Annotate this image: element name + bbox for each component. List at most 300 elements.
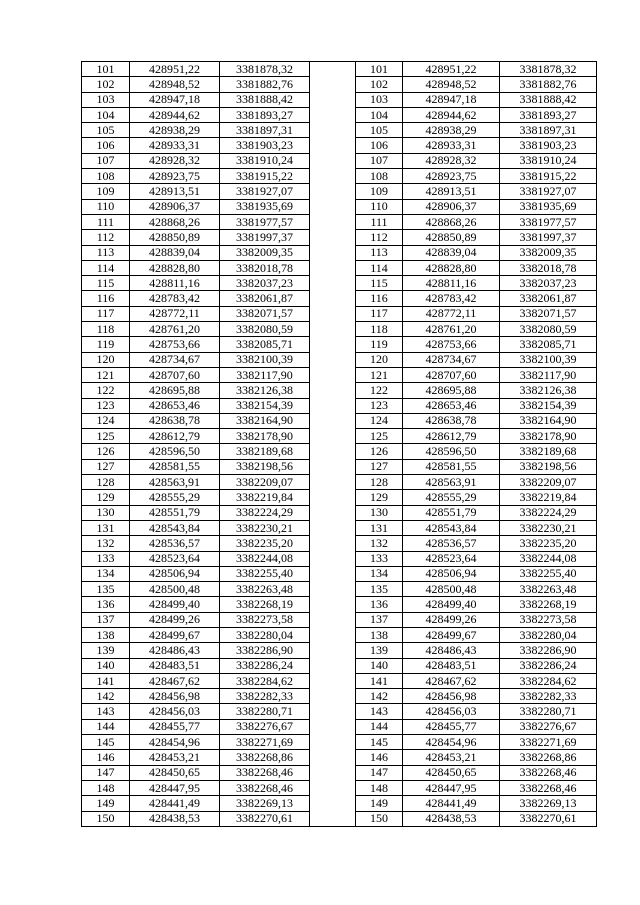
- table-row: [82, 597, 597, 612]
- table-row: [82, 184, 597, 199]
- right-point-number-cell: 132: [356, 536, 403, 551]
- left-y-coordinate-cell: 3382219,84: [220, 490, 310, 505]
- gap-cell: [310, 566, 356, 581]
- left-point-number-cell: 107: [82, 153, 130, 168]
- left-point-number-cell: 148: [82, 780, 130, 795]
- left-point-number-cell: 138: [82, 627, 130, 642]
- left-point-number-cell: 122: [82, 383, 130, 398]
- right-x-coordinate-cell: 428933,31: [403, 138, 500, 153]
- right-x-coordinate-cell: 428951,22: [403, 62, 500, 77]
- table-row: [82, 719, 597, 734]
- left-point-number-cell: 126: [82, 444, 130, 459]
- left-x-coordinate-cell: 428923,75: [130, 169, 220, 184]
- gap-cell: [310, 765, 356, 780]
- left-x-coordinate-cell: 428839,04: [130, 245, 220, 260]
- right-point-number-cell: 106: [356, 138, 403, 153]
- gap-cell: [310, 62, 356, 77]
- right-point-number-cell: 111: [356, 214, 403, 229]
- right-point-number-cell: 141: [356, 673, 403, 688]
- table-row: [82, 643, 597, 658]
- right-point-number-cell: 119: [356, 337, 403, 352]
- left-y-coordinate-cell: 3382268,86: [220, 750, 310, 765]
- left-point-number-cell: 133: [82, 551, 130, 566]
- right-y-coordinate-cell: 3381910,24: [500, 153, 597, 168]
- right-point-number-cell: 139: [356, 643, 403, 658]
- right-x-coordinate-cell: 428486,43: [403, 643, 500, 658]
- right-y-coordinate-cell: 3382286,90: [500, 643, 597, 658]
- table-row: [82, 107, 597, 122]
- left-x-coordinate-cell: 428543,84: [130, 520, 220, 535]
- gap-cell: [310, 735, 356, 750]
- gap-cell: [310, 383, 356, 398]
- left-point-number-cell: 135: [82, 582, 130, 597]
- left-y-coordinate-cell: 3381910,24: [220, 153, 310, 168]
- right-y-coordinate-cell: 3382244,08: [500, 551, 597, 566]
- table-row: [82, 92, 597, 107]
- left-y-coordinate-cell: 3382268,46: [220, 765, 310, 780]
- left-point-number-cell: 137: [82, 612, 130, 627]
- left-x-coordinate-cell: 428506,94: [130, 566, 220, 581]
- right-x-coordinate-cell: 428454,96: [403, 735, 500, 750]
- left-x-coordinate-cell: 428638,78: [130, 413, 220, 428]
- right-y-coordinate-cell: 3382061,87: [500, 291, 597, 306]
- right-x-coordinate-cell: 428839,04: [403, 245, 500, 260]
- table-row: [82, 153, 597, 168]
- gap-cell: [310, 643, 356, 658]
- left-y-coordinate-cell: 3382273,58: [220, 612, 310, 627]
- left-y-coordinate-cell: 3382100,39: [220, 352, 310, 367]
- right-y-coordinate-cell: 3382268,19: [500, 597, 597, 612]
- gap-cell: [310, 230, 356, 245]
- right-y-coordinate-cell: 3382071,57: [500, 306, 597, 321]
- table-row: [82, 689, 597, 704]
- left-x-coordinate-cell: 428850,89: [130, 230, 220, 245]
- gap-cell: [310, 505, 356, 520]
- left-y-coordinate-cell: 3382061,87: [220, 291, 310, 306]
- gap-cell: [310, 306, 356, 321]
- gap-cell: [310, 689, 356, 704]
- table-row: [82, 796, 597, 811]
- left-point-number-cell: 139: [82, 643, 130, 658]
- left-y-coordinate-cell: 3381927,07: [220, 184, 310, 199]
- left-x-coordinate-cell: 428906,37: [130, 199, 220, 214]
- gap-cell: [310, 184, 356, 199]
- table-row: [82, 230, 597, 245]
- right-y-coordinate-cell: 3382255,40: [500, 566, 597, 581]
- right-x-coordinate-cell: 428868,26: [403, 214, 500, 229]
- right-x-coordinate-cell: 428948,52: [403, 77, 500, 92]
- right-point-number-cell: 102: [356, 77, 403, 92]
- left-point-number-cell: 103: [82, 92, 130, 107]
- right-point-number-cell: 146: [356, 750, 403, 765]
- right-point-number-cell: 148: [356, 780, 403, 795]
- right-x-coordinate-cell: 428499,67: [403, 627, 500, 642]
- right-point-number-cell: 104: [356, 107, 403, 122]
- right-y-coordinate-cell: 3382198,56: [500, 459, 597, 474]
- left-y-coordinate-cell: 3382244,08: [220, 551, 310, 566]
- left-x-coordinate-cell: 428653,46: [130, 398, 220, 413]
- left-x-coordinate-cell: 428453,21: [130, 750, 220, 765]
- left-y-coordinate-cell: 3382268,19: [220, 597, 310, 612]
- right-point-number-cell: 115: [356, 276, 403, 291]
- left-point-number-cell: 117: [82, 306, 130, 321]
- left-point-number-cell: 142: [82, 689, 130, 704]
- gap-cell: [310, 123, 356, 138]
- table-row: [82, 673, 597, 688]
- left-point-number-cell: 132: [82, 536, 130, 551]
- left-point-number-cell: 134: [82, 566, 130, 581]
- left-y-coordinate-cell: 3382189,68: [220, 444, 310, 459]
- right-x-coordinate-cell: 428581,55: [403, 459, 500, 474]
- left-y-coordinate-cell: 3382080,59: [220, 322, 310, 337]
- left-x-coordinate-cell: 428438,53: [130, 811, 220, 826]
- coordinates-table: [81, 61, 597, 827]
- gap-cell: [310, 322, 356, 337]
- right-x-coordinate-cell: 428455,77: [403, 719, 500, 734]
- table-row: [82, 245, 597, 260]
- left-point-number-cell: 129: [82, 490, 130, 505]
- right-x-coordinate-cell: 428638,78: [403, 413, 500, 428]
- left-x-coordinate-cell: 428500,48: [130, 582, 220, 597]
- gap-cell: [310, 658, 356, 673]
- left-x-coordinate-cell: 428612,79: [130, 429, 220, 444]
- left-point-number-cell: 120: [82, 352, 130, 367]
- left-x-coordinate-cell: 428707,60: [130, 367, 220, 382]
- gap-cell: [310, 612, 356, 627]
- right-y-coordinate-cell: 3381935,69: [500, 199, 597, 214]
- gap-cell: [310, 77, 356, 92]
- gap-cell: [310, 459, 356, 474]
- table-row: [82, 627, 597, 642]
- left-x-coordinate-cell: 428947,18: [130, 92, 220, 107]
- left-y-coordinate-cell: 3382071,57: [220, 306, 310, 321]
- coordinates-table-body: [82, 62, 597, 827]
- right-x-coordinate-cell: 428536,57: [403, 536, 500, 551]
- left-point-number-cell: 144: [82, 719, 130, 734]
- left-x-coordinate-cell: 428499,67: [130, 627, 220, 642]
- gap-cell: [310, 92, 356, 107]
- left-x-coordinate-cell: 428499,26: [130, 612, 220, 627]
- table-row: [82, 260, 597, 275]
- right-x-coordinate-cell: 428563,91: [403, 475, 500, 490]
- table-row: [82, 765, 597, 780]
- right-x-coordinate-cell: 428456,03: [403, 704, 500, 719]
- left-y-coordinate-cell: 3382280,04: [220, 627, 310, 642]
- left-point-number-cell: 127: [82, 459, 130, 474]
- right-x-coordinate-cell: 428947,18: [403, 92, 500, 107]
- left-x-coordinate-cell: 428868,26: [130, 214, 220, 229]
- right-x-coordinate-cell: 428543,84: [403, 520, 500, 535]
- table-row: [82, 322, 597, 337]
- gap-cell: [310, 276, 356, 291]
- left-y-coordinate-cell: 3382271,69: [220, 735, 310, 750]
- right-x-coordinate-cell: 428695,88: [403, 383, 500, 398]
- gap-cell: [310, 429, 356, 444]
- right-y-coordinate-cell: 3382286,24: [500, 658, 597, 673]
- right-point-number-cell: 118: [356, 322, 403, 337]
- right-x-coordinate-cell: 428453,21: [403, 750, 500, 765]
- right-point-number-cell: 147: [356, 765, 403, 780]
- right-x-coordinate-cell: 428456,98: [403, 689, 500, 704]
- right-y-coordinate-cell: 3382273,58: [500, 612, 597, 627]
- gap-cell: [310, 367, 356, 382]
- left-x-coordinate-cell: 428948,52: [130, 77, 220, 92]
- right-point-number-cell: 103: [356, 92, 403, 107]
- left-x-coordinate-cell: 428450,65: [130, 765, 220, 780]
- right-y-coordinate-cell: 3382100,39: [500, 352, 597, 367]
- gap-cell: [310, 780, 356, 795]
- left-point-number-cell: 150: [82, 811, 130, 826]
- right-point-number-cell: 145: [356, 735, 403, 750]
- left-y-coordinate-cell: 3382263,48: [220, 582, 310, 597]
- gap-cell: [310, 107, 356, 122]
- right-y-coordinate-cell: 3382268,46: [500, 780, 597, 795]
- table-row: [82, 704, 597, 719]
- left-x-coordinate-cell: 428499,40: [130, 597, 220, 612]
- left-y-coordinate-cell: 3382164,90: [220, 413, 310, 428]
- left-x-coordinate-cell: 428523,64: [130, 551, 220, 566]
- table-row: [82, 169, 597, 184]
- left-point-number-cell: 143: [82, 704, 130, 719]
- right-x-coordinate-cell: 428450,65: [403, 765, 500, 780]
- right-y-coordinate-cell: 3382009,35: [500, 245, 597, 260]
- gap-cell: [310, 811, 356, 826]
- right-y-coordinate-cell: 3382268,86: [500, 750, 597, 765]
- right-y-coordinate-cell: 3382280,71: [500, 704, 597, 719]
- left-x-coordinate-cell: 428441,49: [130, 796, 220, 811]
- left-y-coordinate-cell: 3382284,62: [220, 673, 310, 688]
- table-row: [82, 505, 597, 520]
- left-x-coordinate-cell: 428581,55: [130, 459, 220, 474]
- right-x-coordinate-cell: 428500,48: [403, 582, 500, 597]
- gap-cell: [310, 291, 356, 306]
- left-x-coordinate-cell: 428536,57: [130, 536, 220, 551]
- right-y-coordinate-cell: 3382268,46: [500, 765, 597, 780]
- right-y-coordinate-cell: 3382276,67: [500, 719, 597, 734]
- right-x-coordinate-cell: 428783,42: [403, 291, 500, 306]
- table-row: [82, 735, 597, 750]
- left-y-coordinate-cell: 3382117,90: [220, 367, 310, 382]
- left-x-coordinate-cell: 428944,62: [130, 107, 220, 122]
- left-point-number-cell: 145: [82, 735, 130, 750]
- table-row: [82, 123, 597, 138]
- table-row: [82, 214, 597, 229]
- right-x-coordinate-cell: 428734,67: [403, 352, 500, 367]
- right-point-number-cell: 144: [356, 719, 403, 734]
- gap-cell: [310, 138, 356, 153]
- table-row: [82, 811, 597, 826]
- gap-cell: [310, 169, 356, 184]
- left-y-coordinate-cell: 3381915,22: [220, 169, 310, 184]
- right-x-coordinate-cell: 428944,62: [403, 107, 500, 122]
- left-point-number-cell: 104: [82, 107, 130, 122]
- right-y-coordinate-cell: 3382282,33: [500, 689, 597, 704]
- right-point-number-cell: 143: [356, 704, 403, 719]
- left-point-number-cell: 118: [82, 322, 130, 337]
- gap-cell: [310, 796, 356, 811]
- right-x-coordinate-cell: 428555,29: [403, 490, 500, 505]
- table-row: [82, 199, 597, 214]
- gap-cell: [310, 260, 356, 275]
- left-point-number-cell: 116: [82, 291, 130, 306]
- right-y-coordinate-cell: 3382164,90: [500, 413, 597, 428]
- left-point-number-cell: 109: [82, 184, 130, 199]
- left-point-number-cell: 110: [82, 199, 130, 214]
- left-point-number-cell: 147: [82, 765, 130, 780]
- left-point-number-cell: 115: [82, 276, 130, 291]
- table-row: [82, 429, 597, 444]
- right-y-coordinate-cell: 3382270,61: [500, 811, 597, 826]
- table-row: [82, 306, 597, 321]
- right-y-coordinate-cell: 3381897,31: [500, 123, 597, 138]
- table-row: [82, 398, 597, 413]
- table-row: [82, 536, 597, 551]
- right-point-number-cell: 127: [356, 459, 403, 474]
- right-x-coordinate-cell: 428551,79: [403, 505, 500, 520]
- gap-cell: [310, 199, 356, 214]
- right-point-number-cell: 138: [356, 627, 403, 642]
- left-y-coordinate-cell: 3382268,46: [220, 780, 310, 795]
- left-y-coordinate-cell: 3382282,33: [220, 689, 310, 704]
- right-y-coordinate-cell: 3381882,76: [500, 77, 597, 92]
- right-y-coordinate-cell: 3382189,68: [500, 444, 597, 459]
- right-x-coordinate-cell: 428467,62: [403, 673, 500, 688]
- gap-cell: [310, 398, 356, 413]
- left-x-coordinate-cell: 428454,96: [130, 735, 220, 750]
- left-point-number-cell: 131: [82, 520, 130, 535]
- right-point-number-cell: 101: [356, 62, 403, 77]
- left-x-coordinate-cell: 428456,98: [130, 689, 220, 704]
- left-x-coordinate-cell: 428596,50: [130, 444, 220, 459]
- right-point-number-cell: 142: [356, 689, 403, 704]
- gap-cell: [310, 214, 356, 229]
- right-point-number-cell: 131: [356, 520, 403, 535]
- left-x-coordinate-cell: 428938,29: [130, 123, 220, 138]
- right-x-coordinate-cell: 428938,29: [403, 123, 500, 138]
- left-x-coordinate-cell: 428783,42: [130, 291, 220, 306]
- right-point-number-cell: 121: [356, 367, 403, 382]
- right-point-number-cell: 129: [356, 490, 403, 505]
- gap-cell: [310, 475, 356, 490]
- right-x-coordinate-cell: 428596,50: [403, 444, 500, 459]
- table-row: [82, 383, 597, 398]
- right-y-coordinate-cell: 3382219,84: [500, 490, 597, 505]
- left-y-coordinate-cell: 3382235,20: [220, 536, 310, 551]
- right-x-coordinate-cell: 428506,94: [403, 566, 500, 581]
- right-x-coordinate-cell: 428811,16: [403, 276, 500, 291]
- right-y-coordinate-cell: 3382269,13: [500, 796, 597, 811]
- right-point-number-cell: 109: [356, 184, 403, 199]
- gap-cell: [310, 750, 356, 765]
- left-point-number-cell: 141: [82, 673, 130, 688]
- right-y-coordinate-cell: 3382235,20: [500, 536, 597, 551]
- right-x-coordinate-cell: 428438,53: [403, 811, 500, 826]
- left-y-coordinate-cell: 3381888,42: [220, 92, 310, 107]
- right-y-coordinate-cell: 3382263,48: [500, 582, 597, 597]
- right-point-number-cell: 120: [356, 352, 403, 367]
- left-x-coordinate-cell: 428563,91: [130, 475, 220, 490]
- right-point-number-cell: 149: [356, 796, 403, 811]
- left-y-coordinate-cell: 3381997,37: [220, 230, 310, 245]
- left-x-coordinate-cell: 428467,62: [130, 673, 220, 688]
- left-y-coordinate-cell: 3382230,21: [220, 520, 310, 535]
- right-x-coordinate-cell: 428828,80: [403, 260, 500, 275]
- right-point-number-cell: 128: [356, 475, 403, 490]
- right-y-coordinate-cell: 3381878,32: [500, 62, 597, 77]
- left-x-coordinate-cell: 428811,16: [130, 276, 220, 291]
- table-row: [82, 520, 597, 535]
- right-y-coordinate-cell: 3381997,37: [500, 230, 597, 245]
- left-point-number-cell: 102: [82, 77, 130, 92]
- right-point-number-cell: 134: [356, 566, 403, 581]
- left-x-coordinate-cell: 428734,67: [130, 352, 220, 367]
- left-x-coordinate-cell: 428828,80: [130, 260, 220, 275]
- table-row: [82, 551, 597, 566]
- left-x-coordinate-cell: 428455,77: [130, 719, 220, 734]
- right-point-number-cell: 108: [356, 169, 403, 184]
- left-y-coordinate-cell: 3382255,40: [220, 566, 310, 581]
- right-point-number-cell: 117: [356, 306, 403, 321]
- left-y-coordinate-cell: 3382286,24: [220, 658, 310, 673]
- left-y-coordinate-cell: 3382269,13: [220, 796, 310, 811]
- right-x-coordinate-cell: 428483,51: [403, 658, 500, 673]
- right-x-coordinate-cell: 428441,49: [403, 796, 500, 811]
- right-point-number-cell: 126: [356, 444, 403, 459]
- right-y-coordinate-cell: 3381915,22: [500, 169, 597, 184]
- left-x-coordinate-cell: 428555,29: [130, 490, 220, 505]
- left-point-number-cell: 101: [82, 62, 130, 77]
- left-y-coordinate-cell: 3382286,90: [220, 643, 310, 658]
- right-point-number-cell: 125: [356, 429, 403, 444]
- left-x-coordinate-cell: 428933,31: [130, 138, 220, 153]
- table-row: [82, 459, 597, 474]
- gap-cell: [310, 153, 356, 168]
- left-y-coordinate-cell: 3381878,32: [220, 62, 310, 77]
- right-y-coordinate-cell: 3382280,04: [500, 627, 597, 642]
- left-y-coordinate-cell: 3382126,38: [220, 383, 310, 398]
- left-x-coordinate-cell: 428551,79: [130, 505, 220, 520]
- right-point-number-cell: 122: [356, 383, 403, 398]
- left-y-coordinate-cell: 3382270,61: [220, 811, 310, 826]
- table-row: [82, 276, 597, 291]
- right-point-number-cell: 116: [356, 291, 403, 306]
- left-y-coordinate-cell: 3382154,39: [220, 398, 310, 413]
- left-x-coordinate-cell: 428456,03: [130, 704, 220, 719]
- right-point-number-cell: 114: [356, 260, 403, 275]
- gap-cell: [310, 352, 356, 367]
- gap-cell: [310, 536, 356, 551]
- left-point-number-cell: 111: [82, 214, 130, 229]
- gap-cell: [310, 597, 356, 612]
- left-y-coordinate-cell: 3381882,76: [220, 77, 310, 92]
- table-row: [82, 490, 597, 505]
- left-y-coordinate-cell: 3382018,78: [220, 260, 310, 275]
- left-y-coordinate-cell: 3381935,69: [220, 199, 310, 214]
- gap-cell: [310, 627, 356, 642]
- right-x-coordinate-cell: 428753,66: [403, 337, 500, 352]
- left-x-coordinate-cell: 428753,66: [130, 337, 220, 352]
- table-row: [82, 444, 597, 459]
- left-point-number-cell: 106: [82, 138, 130, 153]
- table-row: [82, 658, 597, 673]
- table-row: [82, 780, 597, 795]
- right-point-number-cell: 136: [356, 597, 403, 612]
- table-row: [82, 138, 597, 153]
- right-x-coordinate-cell: 428653,46: [403, 398, 500, 413]
- gap-cell: [310, 245, 356, 260]
- left-y-coordinate-cell: 3381903,23: [220, 138, 310, 153]
- left-point-number-cell: 125: [82, 429, 130, 444]
